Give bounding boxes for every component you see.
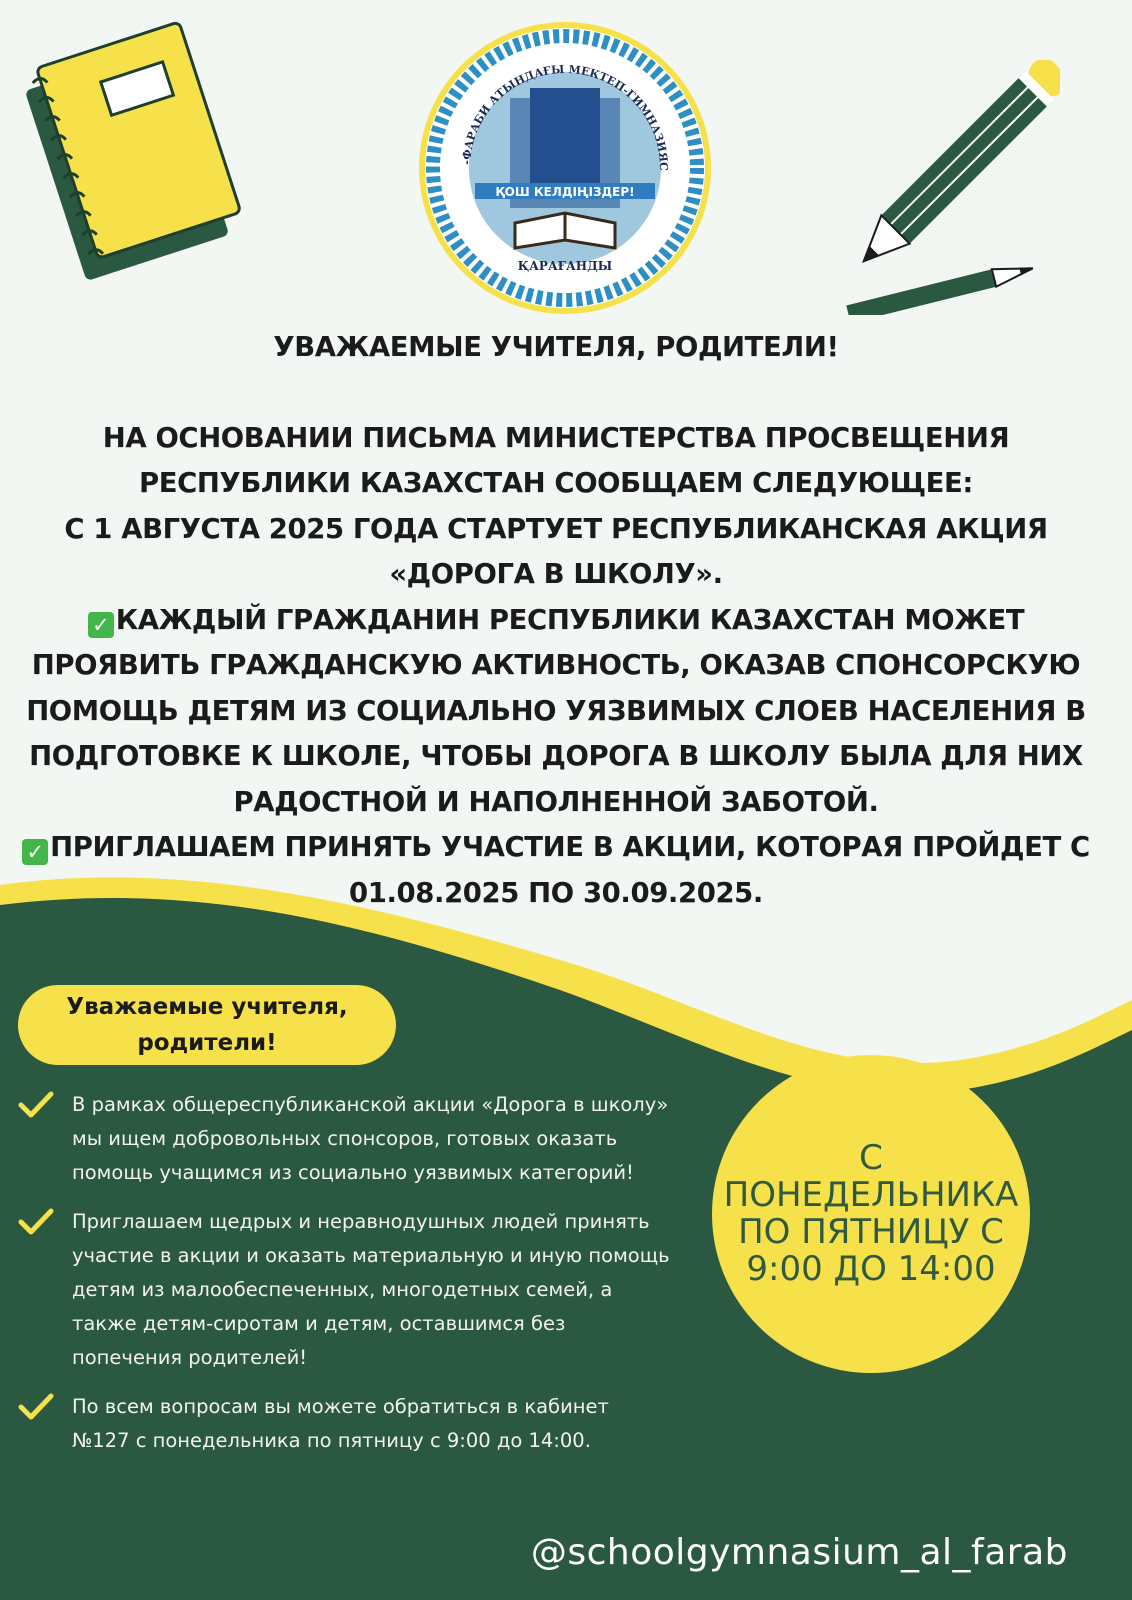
bullet-list — [18, 1088, 698, 1473]
check-mark-icon: ✓ — [22, 839, 48, 865]
announcement-line: ПОМОЩЬ ДЕТЯМ ИЗ СОЦИАЛЬНО УЯЗВИМЫХ СЛОЕВ НАСЕЛЕНИЯ В — [26, 694, 1086, 727]
check-icon — [18, 1392, 54, 1422]
emblem-banner-text: ҚОШ КЕЛДІҢІЗДЕР! — [495, 185, 635, 199]
check-icon — [18, 1090, 54, 1120]
list-item-text: По всем вопросам вы можете обратиться в кабинет №127 с понедельника по пятницу с 9:00 до 14:00. — [72, 1395, 609, 1452]
announcement-line: ПРОЯВИТЬ ГРАЖДАНСКУЮ АКТИВНОСТЬ, ОКАЗАВ СПОНСОРСКУЮ — [31, 649, 1081, 681]
announcement-text — [10, 325, 1102, 916]
emblem-graphic — [415, 18, 715, 318]
check-mark-icon: ✓ — [88, 612, 114, 638]
greeting-pill — [18, 985, 396, 1065]
school-emblem — [415, 18, 715, 318]
greeting-pill-text: Уважаемые учителя, родители! — [66, 994, 348, 1056]
announcement-check-text: ПРИГЛАШАЕМ ПРИНЯТЬ УЧАСТИЕ В АКЦИИ, КОТОРАЯ ПРОЙДЕТ С — [50, 831, 1090, 863]
check-icon — [18, 1207, 54, 1237]
list-item — [18, 1088, 698, 1190]
schedule-circle — [712, 1055, 1030, 1373]
emblem-city-text: ҚАРАҒАНДЫ — [517, 259, 613, 273]
announcement-line: РАДОСТНОЙ И НАПОЛНЕННОЙ ЗАБОТОЙ. — [233, 785, 879, 818]
announcement-line: РЕСПУБЛИКИ КАЗАХСТАН СООБЩАЕМ СЛЕДУЮЩЕЕ: — [139, 467, 973, 499]
announcement-line: ПОДГОТОВКЕ К ШКОЛЕ, ЧТОБЫ ДОРОГА В ШКОЛУ БЫЛА ДЛЯ НИХ — [29, 740, 1083, 772]
announcement-check-line — [10, 825, 1102, 871]
announcement-check-text: КАЖДЫЙ ГРАЖДАНИН РЕСПУБЛИКИ КАЗАХСТАН МОЖЕТ — [115, 603, 1025, 636]
emblem-school-name-text: -ФАРАБИ АТЫНДАҒЫ МЕКТЕП-ГИМНАЗИЯС — [460, 62, 671, 171]
announcement-check-line — [10, 598, 1102, 644]
announcement-line: С 1 АВГУСТА 2025 ГОДА СТАРТУЕТ РЕСПУБЛИКАНСКАЯ АКЦИЯ — [64, 512, 1048, 545]
announcement-line: «ДОРОГА В ШКОЛУ». — [389, 558, 723, 590]
social-handle[interactable]: @schoolgymnasium_al_farab — [530, 1532, 1068, 1573]
announcement-line: 01.08.2025 ПО 30.09.2025. — [349, 876, 763, 909]
list-item-text: Приглашаем щедрых и неравнодушных людей принять участие в акции и оказать материальную и иную помощь детям из малообеспеченных, многодетных семей, а также детям-сиротам и детям, оставшимся без попечения родителей! — [72, 1210, 670, 1369]
announcement-greeting: УВАЖАЕМЫЕ УЧИТЕЛЯ, РОДИТЕЛИ! — [273, 331, 839, 363]
schedule-text: С ПОНЕДЕЛЬНИКА ПО ПЯТНИЦУ С 9:00 ДО 14:00 — [723, 1138, 1019, 1289]
list-item — [18, 1205, 698, 1375]
pencils-icon — [830, 60, 1060, 315]
notebook-icon — [10, 20, 260, 290]
announcement-line: НА ОСНОВАНИИ ПИСЬМА МИНИСТЕРСТВА ПРОСВЕЩЕНИЯ — [102, 421, 1010, 454]
list-item — [18, 1390, 698, 1458]
list-item-text: В рамках общереспубликанской акции «Дорога в школу» мы ищем добровольных спонсоров, готовых оказать помощь учащимся из социально уязвимых категорий! — [72, 1093, 669, 1184]
